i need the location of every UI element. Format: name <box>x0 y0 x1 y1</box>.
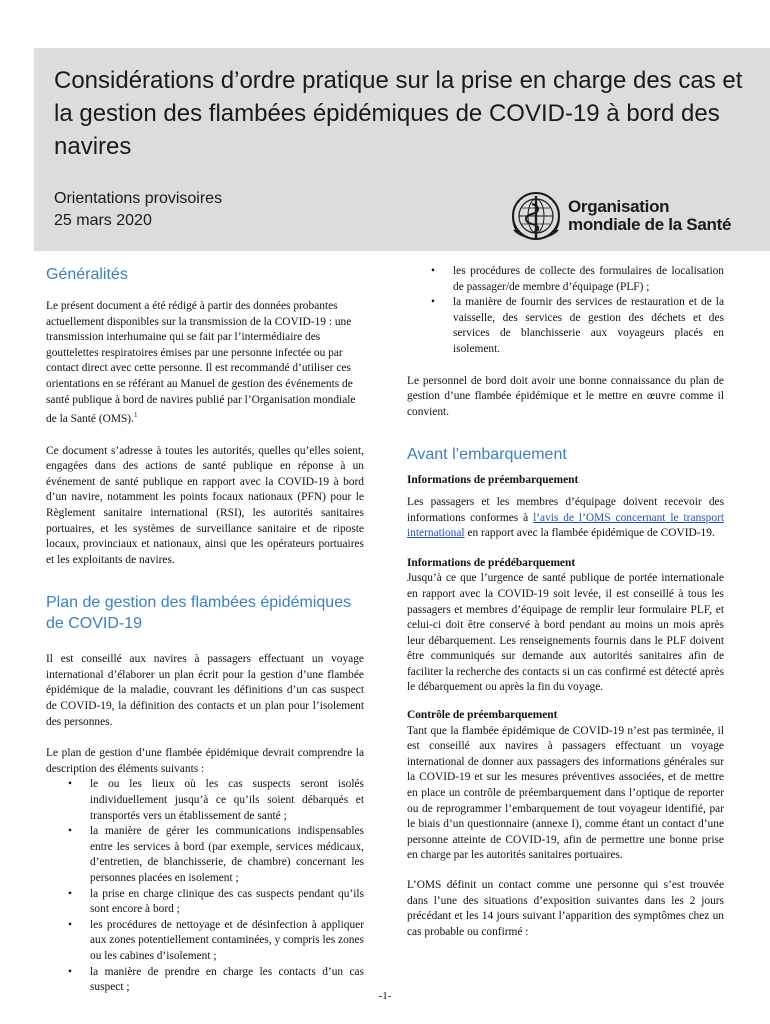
heading-avant-embarquement: Avant l’embarquement <box>407 446 567 464</box>
list-item: • la manière de prendre en charge les contacts d’un cas suspect ; <box>90 965 364 996</box>
paragraph-plan-advice: Il est conseillé aux navires à passagers effectuant un voyage international d’élaborer un plan écrit pour la gestion d’une flambée épidémique de la maladie, couvrant les définitions d’un cas suspect de COVID-19, la définition des contacts et un plan pour l’isolement des personnes. <box>46 653 364 728</box>
who-logo-text <box>568 198 731 234</box>
page-number: -1- <box>378 990 392 1002</box>
who-emblem-icon <box>510 190 562 242</box>
paragraph-audience: Ce document s’adresse à toutes les autorités, quelles qu’elles soient, engagées dans des actions de santé publique en réponse à un événement de santé publique en rapport avec la COVID-19 à bord d’un navire, notamment les points focaux nationaux (PFN) pour le Règlement sanitaire international (RSI), les autorités sanitaires portuaires, et les systèmes de surveillance sanitaire et de riposte locaux, provinciaux et nationaux, ainsi que les opérateurs portuaires et les exploitants de navires. <box>46 444 364 566</box>
document-title: Considérations d’ordre pratique sur la prise en charge des cas et la gestion des flambées épidémiques de COVID-19 à bord des navires <box>54 67 743 160</box>
paragraph-intro <box>46 299 364 428</box>
paragraph-intro-text: Le présent document a été rédigé à partir des données probantes actuellement disponibles sur la transmission de la COVID-19 : une transmission interhumaine qui se fait par l’intermédiaire des gouttelettes respiratoires émises par une personne infectée ou par contact direct avec cette personne. Il est recommandé d’utiliser ces orientations en se référant au Manuel de gestion des événements de santé publique à bord de navires publié par l’Organisation mondiale de la Santé (OMS). <box>46 300 356 425</box>
paragraph-predebarquement: Jusqu’à ce que l’urgence de santé publique de portée internationale en rapport avec la COVID-19 soit levée, il est conseillé à tous les passagers et membres d’équipage de remplir leur formulaire PLF, et celui-ci doit être conservé à bord pendant au moins un mois après leur débarquement. Les renseignements fournis dans le PLF doivent être communiqués sur demande aux autorités sanitaires afin de faciliter la recherche des contacts si un cas confirmé est détecté après le débarquement ou après la fin du voyage. <box>407 572 724 694</box>
heading-generalites: Généralités <box>46 266 128 283</box>
paragraph-preembarquement <box>407 495 724 542</box>
list-item: • la prise en charge clinique des cas suspects pendant qu’ils sont encore à bord ; <box>90 887 364 918</box>
list-item: • la manière de fournir des services de restauration et de la vaisselle, des services de gestion des déchets et des services de blanchisserie aux voyageurs placés en isolement. <box>453 295 724 357</box>
footnote-ref: 1 <box>133 411 138 420</box>
paragraph-contact-definition: L’OMS définit un contact comme une personne qui s’est trouvée dans l’une des situations d’exposition suivantes dans les 2 jours précédant et les 14 jours suivant l’apparition des symptômes chez un cas probable ou confirmé : <box>407 879 724 938</box>
list-item: • le ou les lieux où les cas suspects seront isolés individuellement jusqu’à ce qu’ils soient débarqués et transportés vers un établissement de santé ; <box>90 777 364 824</box>
preembarquement-text-before: Les passagers et les membres d’équipage doivent recevoir des informations conformes à <box>407 495 724 524</box>
guidance-type: Orientations provisoires <box>54 190 223 207</box>
publication-date: 25 mars 2020 <box>54 212 152 229</box>
preembarquement-text-after: en rapport avec la flambée épidémique de COVID-19. <box>464 527 715 540</box>
plan-elements-list-continued <box>453 264 724 358</box>
subheading-controle: Contrôle de préembarquement <box>407 709 558 722</box>
heading-plan: Plan de gestion des flambées épidémiques de COVID-19 <box>46 594 352 633</box>
who-logo <box>510 188 750 244</box>
document-header <box>34 48 770 251</box>
paragraph-controle: Tant que la flambée épidémique de COVID-19 n’est pas terminée, il est conseillé aux navires à passagers effectuant un voyage international de donner aux passagers des informations générales sur la COVID-19 et sur les mesures préventives associées, et de mettre en place un contrôle de préembarquement dans l’optique de reporter ou de reprogrammer l’embarquement de tout voyageur identifié, par le biais d’un questionnaire (annexe I), comme étant un contact d’une personne atteinte de COVID-19, afin de permettre une bonne prise en charge par les autorités sanitaires portuaires. <box>407 724 724 862</box>
left-column <box>46 264 364 996</box>
logo-line-2: mondiale de la Santé <box>568 215 732 234</box>
list-item: • les procédures de collecte des formulaires de localisation de passager/de membre d’équipage (PLF) ; <box>453 264 724 295</box>
subheading-preembarquement: Informations de préembarquement <box>407 474 579 487</box>
right-column <box>407 264 724 940</box>
list-item: • les procédures de nettoyage et de désinfection à appliquer aux zones potentiellement contaminées, y compris les zones ou les cabines d’isolement ; <box>90 918 364 965</box>
list-item: • la manière de gérer les communications indispensables entre les services à bord (par exemple, services médicaux, d’entretien, de blanchisserie, de chambre) concernant les personnes placées en isolement ; <box>90 824 364 886</box>
paragraph-crew-knowledge: Le personnel de bord doit avoir une bonne connaissance du plan de gestion d’une flambée épidémique et le mettre en œuvre comme il convient. <box>407 374 724 418</box>
paragraph-plan-elements: Le plan de gestion d’une flambée épidémique devrait comprendre la description des éléments suivants : <box>46 747 364 775</box>
subheading-predebarquement: Informations de prédébarquement <box>407 556 576 569</box>
who-travel-advice-link[interactable]: l’avis de l’OMS concernant le transport international <box>407 511 724 540</box>
document-subtitle <box>54 188 222 232</box>
plan-elements-list <box>90 777 364 995</box>
logo-line-1: Organisation <box>568 197 670 216</box>
